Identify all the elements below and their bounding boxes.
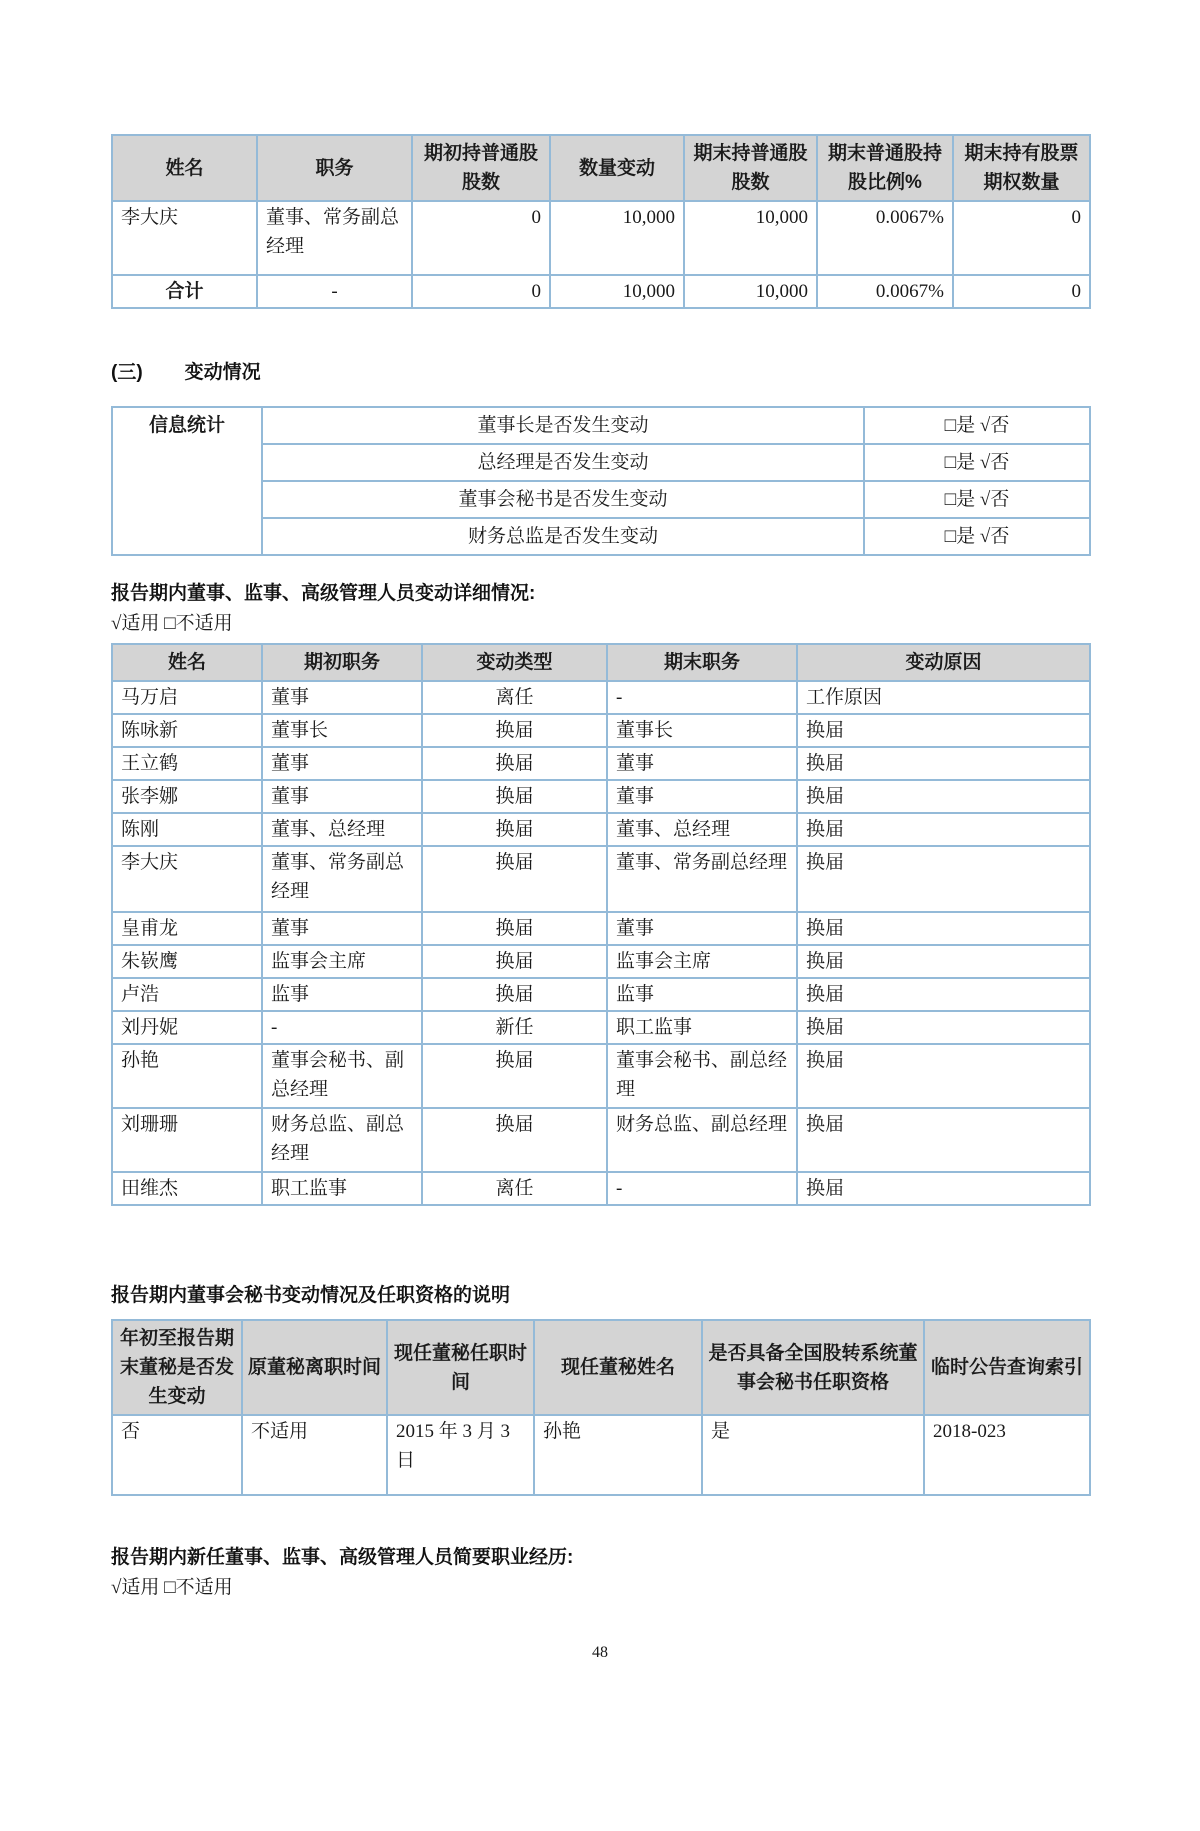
holdings-header-row (112, 135, 1090, 201)
cell-begin-title: 董事 (262, 681, 422, 714)
cell-name: 卢浩 (112, 978, 262, 1011)
cell-begin-title: 财务总监、副总经理 (262, 1108, 422, 1172)
applicability-line: √适用 □不适用 (111, 1577, 233, 1598)
cell-begin-title: 监事会主席 (262, 945, 422, 978)
holdings-table (111, 134, 1091, 309)
secretary-table (111, 1319, 1091, 1496)
col-header-reason: 变动原因 (797, 644, 1090, 681)
cell-name: 张李娜 (112, 780, 262, 813)
cell-end-title: 董事、总经理 (607, 813, 797, 846)
cell-question: 董事长是否发生变动 (262, 407, 864, 444)
cell-name: 陈刚 (112, 813, 262, 846)
cell-reason: 换届 (797, 1011, 1090, 1044)
section-number: (三) (111, 362, 143, 383)
cell-name: 王立鹤 (112, 747, 262, 780)
table-row (112, 407, 1090, 444)
cell-name: 刘珊珊 (112, 1108, 262, 1172)
cell-reason: 换届 (797, 813, 1090, 846)
change-details-heading: 报告期内董事、监事、高级管理人员变动详细情况: (111, 583, 536, 604)
page-number: 48 (592, 1644, 608, 1661)
cell-end-title: 财务总监、副总经理 (607, 1108, 797, 1172)
page-content (111, 134, 1089, 1662)
cell-name: 皇甫龙 (112, 912, 262, 945)
cell-end-title: 职工监事 (607, 1011, 797, 1044)
table-row (112, 846, 1090, 912)
cell-end-title: 监事会主席 (607, 945, 797, 978)
cell-change-type: 换届 (422, 912, 607, 945)
cell-answer-checkboxes: □是 √否 (864, 481, 1090, 518)
cell-question: 总经理是否发生变动 (262, 444, 864, 481)
cell-end-ratio: 0.0067% (817, 201, 953, 275)
table-row (112, 681, 1090, 714)
cell-end-title: 董事 (607, 912, 797, 945)
cell-end-title: 董事 (607, 747, 797, 780)
cell-name: 刘丹妮 (112, 1011, 262, 1044)
col-header-name: 姓名 (112, 135, 257, 201)
cell-reason: 换届 (797, 1108, 1090, 1172)
cell-change-type: 换届 (422, 1108, 607, 1172)
table-row (112, 1415, 1090, 1495)
col-header-current-name: 现任董秘姓名 (534, 1320, 702, 1415)
table-row (112, 1044, 1090, 1108)
cell-name: 陈咏新 (112, 714, 262, 747)
section-heading (111, 357, 1089, 384)
cell-end-title: 董事 (607, 780, 797, 813)
cell-name: 朱嵚鹰 (112, 945, 262, 978)
table-row (112, 747, 1090, 780)
cell-options: 0 (953, 275, 1090, 308)
cell-title: 董事、常务副总经理 (257, 201, 412, 275)
cell-secretary-changed: 否 (112, 1415, 242, 1495)
col-header-end-title: 期末职务 (607, 644, 797, 681)
cell-name: 田维杰 (112, 1172, 262, 1205)
cell-announcement-index: 2018-023 (924, 1415, 1090, 1495)
table-row (112, 1011, 1090, 1044)
col-header-name: 姓名 (112, 644, 262, 681)
table-row (112, 912, 1090, 945)
cell-begin-title: 董事、总经理 (262, 813, 422, 846)
table-row (112, 201, 1090, 275)
cell-qualification: 是 (702, 1415, 924, 1495)
col-header-qualification: 是否具备全国股转系统董事会秘书任职资格 (702, 1320, 924, 1415)
cell-change-type: 换届 (422, 945, 607, 978)
cell-change: 10,000 (550, 275, 684, 308)
cell-change-type: 换届 (422, 780, 607, 813)
cell-reason: 换届 (797, 780, 1090, 813)
cell-title: - (257, 275, 412, 308)
cell-begin-title: 监事 (262, 978, 422, 1011)
cell-begin-title: - (262, 1011, 422, 1044)
cell-reason: 换届 (797, 945, 1090, 978)
cell-begin-title: 董事 (262, 780, 422, 813)
cell-former-leave-date: 不适用 (242, 1415, 387, 1495)
cell-change-type: 换届 (422, 846, 607, 912)
info-stats-table (111, 406, 1091, 556)
col-header-options: 期末持有股票期权数量 (953, 135, 1090, 201)
change-table (111, 643, 1091, 1206)
cell-name: 李大庆 (112, 201, 257, 275)
cell-name: 孙艳 (112, 1044, 262, 1108)
cell-reason: 换届 (797, 714, 1090, 747)
section-title: 变动情况 (184, 362, 261, 383)
cell-change-type: 离任 (422, 1172, 607, 1205)
col-header-former-leave-date: 原董秘离职时间 (242, 1320, 387, 1415)
cell-answer-checkboxes: □是 √否 (864, 407, 1090, 444)
cell-change-type: 换届 (422, 813, 607, 846)
cell-begin-title: 董事长 (262, 714, 422, 747)
table-row (112, 1108, 1090, 1172)
col-header-begin-title: 期初职务 (262, 644, 422, 681)
cell-reason: 换届 (797, 846, 1090, 912)
col-header-change-type: 变动类型 (422, 644, 607, 681)
table-row (112, 714, 1090, 747)
table-row (112, 813, 1090, 846)
cell-end-title: 董事会秘书、副总经理 (607, 1044, 797, 1108)
cell-options: 0 (953, 201, 1090, 275)
cell-change-type: 换届 (422, 978, 607, 1011)
applicability-line: √适用 □不适用 (111, 613, 233, 634)
cell-end-title: 董事长 (607, 714, 797, 747)
cell-reason: 工作原因 (797, 681, 1090, 714)
table-row (112, 945, 1090, 978)
col-header-announcement-index: 临时公告查询索引 (924, 1320, 1090, 1415)
cell-end-title: - (607, 1172, 797, 1205)
change-header-row (112, 644, 1090, 681)
cell-reason: 换届 (797, 1172, 1090, 1205)
cell-name: 马万启 (112, 681, 262, 714)
cell-reason: 换届 (797, 912, 1090, 945)
cell-change-type: 离任 (422, 681, 607, 714)
cell-change-type: 换届 (422, 1044, 607, 1108)
cell-reason: 换届 (797, 747, 1090, 780)
cell-end-title: 监事 (607, 978, 797, 1011)
secretary-header-row (112, 1320, 1090, 1415)
table-row (112, 780, 1090, 813)
cell-begin-title: 董事、常务副总经理 (262, 846, 422, 912)
cell-change-type: 换届 (422, 747, 607, 780)
cell-begin-title: 董事 (262, 747, 422, 780)
cell-reason: 换届 (797, 978, 1090, 1011)
cell-answer-checkboxes: □是 √否 (864, 518, 1090, 555)
cell-current-start-date: 2015 年 3 月 3 日 (387, 1415, 534, 1495)
cell-question: 董事会秘书是否发生变动 (262, 481, 864, 518)
col-header-change: 数量变动 (550, 135, 684, 201)
cell-current-name: 孙艳 (534, 1415, 702, 1495)
cell-begin-title: 董事会秘书、副总经理 (262, 1044, 422, 1108)
new-officers-heading: 报告期内新任董事、监事、高级管理人员简要职业经历: (111, 1547, 574, 1568)
cell-reason: 换届 (797, 1044, 1090, 1108)
cell-total-label: 合计 (112, 275, 257, 308)
cell-begin-title: 职工监事 (262, 1172, 422, 1205)
cell-change: 10,000 (550, 201, 684, 275)
info-stats-label: 信息统计 (112, 407, 262, 555)
col-header-current-start-date: 现任董秘任职时间 (387, 1320, 534, 1415)
secretary-heading: 报告期内董事会秘书变动情况及任职资格的说明 (111, 1285, 511, 1306)
cell-end-title: 董事、常务副总经理 (607, 846, 797, 912)
cell-begin-shares: 0 (412, 201, 550, 275)
col-header-end-ratio: 期末普通股持股比例% (817, 135, 953, 201)
table-row (112, 978, 1090, 1011)
cell-end-title: - (607, 681, 797, 714)
cell-end-ratio: 0.0067% (817, 275, 953, 308)
cell-begin-shares: 0 (412, 275, 550, 308)
table-row (112, 1172, 1090, 1205)
cell-question: 财务总监是否发生变动 (262, 518, 864, 555)
cell-change-type: 新任 (422, 1011, 607, 1044)
col-header-begin-shares: 期初持普通股股数 (412, 135, 550, 201)
cell-change-type: 换届 (422, 714, 607, 747)
cell-answer-checkboxes: □是 √否 (864, 444, 1090, 481)
total-row (112, 275, 1090, 308)
col-header-secretary-changed: 年初至报告期末董秘是否发生变动 (112, 1320, 242, 1415)
col-header-title: 职务 (257, 135, 412, 201)
cell-name: 李大庆 (112, 846, 262, 912)
cell-end-shares: 10,000 (684, 275, 817, 308)
cell-end-shares: 10,000 (684, 201, 817, 275)
cell-begin-title: 董事 (262, 912, 422, 945)
col-header-end-shares: 期末持普通股股数 (684, 135, 817, 201)
